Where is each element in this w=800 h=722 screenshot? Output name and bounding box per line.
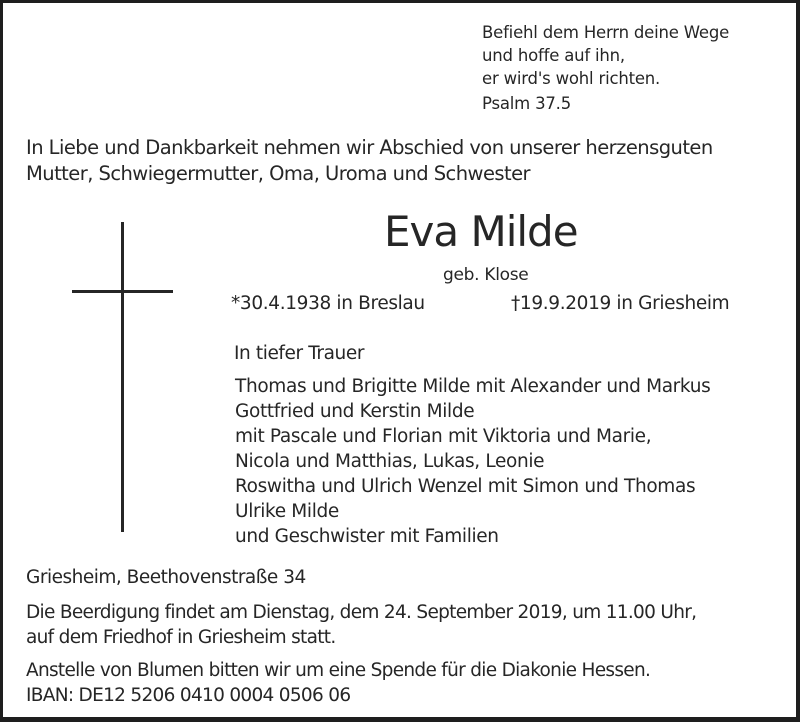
funeral-line: auf dem Friedhof in Griesheim statt.: [26, 627, 336, 648]
funeral-info: [26, 600, 696, 650]
deceased-name: Eva Milde: [384, 207, 578, 256]
mourners-list: [235, 374, 710, 549]
mourner-line: Nicola und Matthias, Lukas, Leonie: [235, 451, 545, 472]
mourner-line: Ulrike Milde: [235, 501, 339, 522]
verse-line: Befiehl dem Herrn deine Wege: [482, 23, 730, 42]
funeral-line: Die Beerdigung findet am Dienstag, dem 24. September 2019, um 11.00 Uhr,: [26, 602, 697, 623]
mourner-line: und Geschwister mit Familien: [235, 526, 499, 547]
cross-horizontal-bar: [72, 290, 173, 293]
donation-info: [26, 658, 650, 708]
birth-date: *30.4.1938 in Breslau: [231, 293, 425, 314]
cross-vertical-bar: [121, 222, 124, 532]
mourning-heading: In tiefer Trauer: [234, 343, 365, 364]
bible-verse: [482, 21, 729, 90]
address: Griesheim, Beethovenstraße 34: [26, 567, 306, 588]
iban-line: IBAN: DE12 5206 0410 0004 0506 06: [26, 685, 351, 706]
mourner-line: Roswitha und Ulrich Wenzel mit Simon und Thomas: [235, 476, 696, 497]
intro-line: Mutter, Schwiegermutter, Oma, Uroma und Schwester: [26, 162, 531, 185]
verse-line: und hoffe auf ihn,: [482, 46, 625, 65]
donation-line: Anstelle von Blumen bitten wir um eine Spende für die Diakonie Hessen.: [26, 660, 651, 681]
mourner-line: Thomas und Brigitte Milde mit Alexander und Markus: [235, 376, 711, 397]
intro-line: In Liebe und Dankbarkeit nehmen wir Abschied von unserer herzensguten: [26, 136, 713, 159]
maiden-name: geb. Klose: [443, 265, 529, 285]
mourner-line: Gottfried und Kerstin Milde: [235, 401, 475, 422]
death-date: †19.9.2019 in Griesheim: [511, 293, 730, 314]
mourner-line: mit Pascale und Florian mit Viktoria und Marie,: [235, 426, 652, 447]
verse-line: er wird's wohl richten.: [482, 69, 661, 88]
intro-text: [26, 135, 713, 187]
verse-reference: Psalm 37.5: [482, 94, 572, 113]
